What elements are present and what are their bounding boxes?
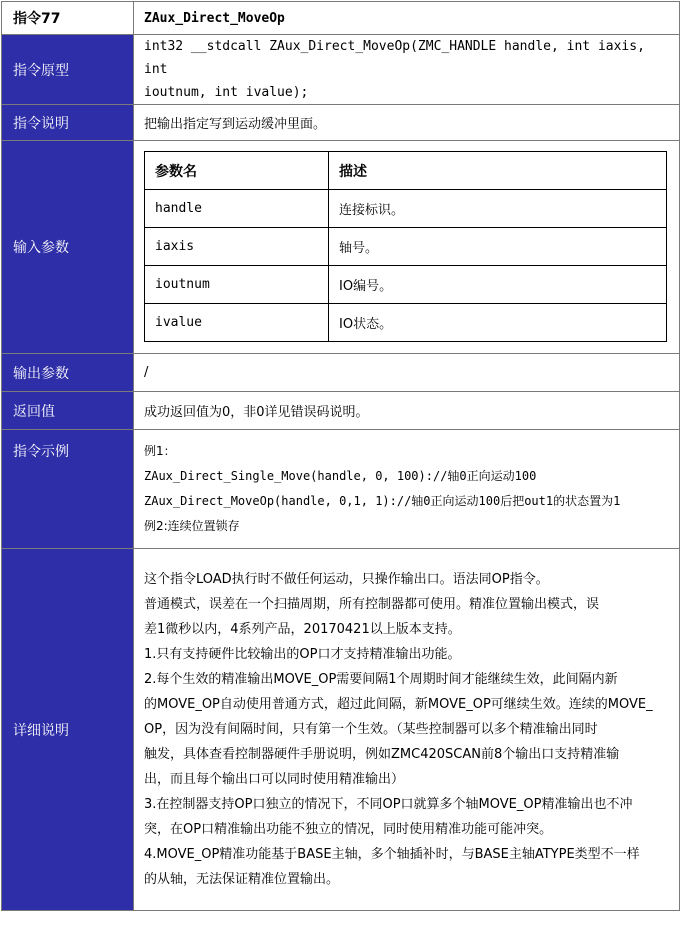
row-return-value <box>2 392 680 430</box>
row-description <box>2 105 680 141</box>
details-line: 1.只有支持硬件比较输出的OP口才支持精准输出功能。 <box>144 647 461 662</box>
title-value: ZAux_Direct_MoveOp <box>134 2 680 35</box>
details-line: 普通模式，误差在一个扫描周期，所有控制器都可使用。精准位置输出模式，误 <box>144 597 600 612</box>
details-line: 这个指令LOAD执行时不做任何运动，只操作输出口。语法同OP指令。 <box>144 572 549 587</box>
params-row <box>145 304 667 342</box>
example-value <box>134 430 680 549</box>
row-output-params <box>2 354 680 392</box>
row-prototype <box>2 35 680 105</box>
details-line: 3.在控制器支持OP口独立的情况下，不同OP口就算多个轴MOVE_OP精准输出也不冲 <box>144 797 633 812</box>
output-params-label: 输出参数 <box>2 354 134 392</box>
param-name: iaxis <box>145 228 329 266</box>
details-line: 突，在OP口精准输出功能不独立的情况，同时使用精准功能可能冲突。 <box>144 822 553 837</box>
prototype-label: 指令原型 <box>2 35 134 105</box>
param-name: ioutnum <box>145 266 329 304</box>
row-input-params <box>2 141 680 354</box>
return-value-label: 返回值 <box>2 392 134 430</box>
example-line: ZAux_Direct_Single_Move(handle, 0, 100)://轴0正向运动100 <box>144 469 537 483</box>
details-line: 出，而且每个输出口可以同时使用精准输出） <box>144 772 405 787</box>
params-header-name: 参数名 <box>145 152 329 190</box>
row-example <box>2 430 680 549</box>
details-label: 详细说明 <box>2 549 134 911</box>
title-label: 指令77 <box>2 2 134 35</box>
details-line: 的从轴，无法保证精准位置输出。 <box>144 872 340 887</box>
details-line: 触发，具体查看控制器硬件手册说明，例如ZMC420SCAN前8个输出口支持精准输 <box>144 747 620 762</box>
params-header-row <box>145 152 667 190</box>
details-line: 差1微秒以内，4系列产品，20170421以上版本支持。 <box>144 622 461 637</box>
details-line: 2.每个生效的精准输出MOVE_OP需要间隔1个周期时间才能继续生效，此间隔内新 <box>144 672 618 687</box>
param-name: handle <box>145 190 329 228</box>
output-params-value: / <box>134 354 680 392</box>
example-line: 例2:连续位置锁存 <box>144 519 240 533</box>
return-value-text: 成功返回值为0，非0详见错误码说明。 <box>134 392 680 430</box>
api-doc-table <box>1 1 680 911</box>
row-title <box>2 2 680 35</box>
params-table <box>144 151 667 342</box>
params-header-desc: 描述 <box>329 152 667 190</box>
params-row <box>145 266 667 304</box>
example-line: ZAux_Direct_MoveOp(handle, 0,1, 1)://轴0正向运动100后把out1的状态置为1 <box>144 494 621 508</box>
param-name: ivalue <box>145 304 329 342</box>
params-row <box>145 228 667 266</box>
details-line: OP，因为没有间隔时间，只有第一个生效。（某些控制器可以多个精准输出同时 <box>144 722 598 737</box>
input-params-label: 输入参数 <box>2 141 134 354</box>
input-params-value <box>134 141 680 354</box>
details-line: 4.MOVE_OP精准功能基于BASE主轴，多个轴插补时，与BASE主轴ATYPE类型不一样 <box>144 847 640 862</box>
prototype-line: ioutnum, int ivalue); <box>144 85 309 100</box>
description-label: 指令说明 <box>2 105 134 141</box>
param-desc: IO编号。 <box>329 266 667 304</box>
params-row <box>145 190 667 228</box>
example-label: 指令示例 <box>2 430 134 549</box>
prototype-line: int32 __stdcall ZAux_Direct_MoveOp(ZMC_HANDLE handle, int iaxis, int <box>144 39 645 77</box>
param-desc: 连接标识。 <box>329 190 667 228</box>
details-line: 的MOVE_OP自动使用普通方式，超过此间隔，新MOVE_OP可继续生效。连续的MOVE_ <box>144 697 653 712</box>
prototype-value <box>134 35 680 105</box>
param-desc: IO状态。 <box>329 304 667 342</box>
row-details <box>2 549 680 911</box>
details-value <box>134 549 680 911</box>
description-value: 把输出指定写到运动缓冲里面。 <box>134 105 680 141</box>
example-line: 例1： <box>144 444 176 458</box>
param-desc: 轴号。 <box>329 228 667 266</box>
